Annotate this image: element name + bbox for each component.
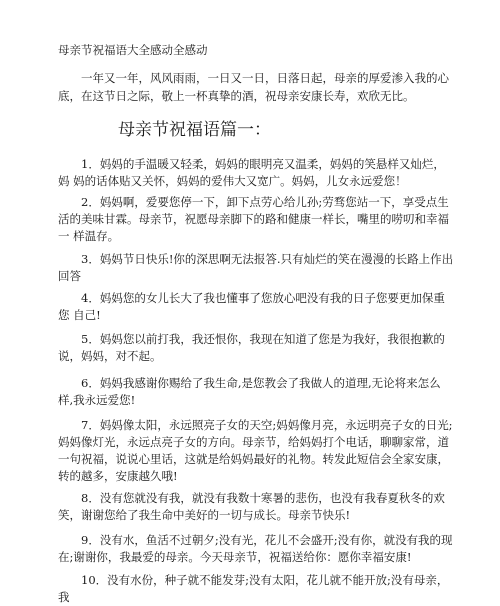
- list-item: 6．妈妈我感谢你赐给了我生命,是您教会了我做人的道理,无论将来怎么样,我永远爱您!: [58, 376, 441, 407]
- list-item: 9．没有水，鱼活不过朝夕;没有光，花儿不会盛开;没有你，就没有我的现在;谢谢你，我最爱的母亲。今天母亲节，祝福送给你：愿你幸福安康!: [58, 533, 453, 564]
- list-item: 3．妈妈节日快乐!你的深思啊无法报答.只有灿烂的笑在漫漫的长路上作出 回答: [58, 252, 454, 283]
- list-item: 8．没有您就没有我，就没有我数十寒暑的悲伤，也没有我春夏秋冬的欢笑，谢谢您给了我生命中美好的一切与成长。母亲节快乐!: [58, 491, 445, 522]
- list-item: 5．妈妈您以前打我，我还恨你，我现在知道了您是为我好，我很抱歉的 说，妈妈，对不起。: [58, 332, 445, 363]
- list-item: 4．妈妈您的女儿长大了我也懂事了您放心吧没有我的日子您要更加保重您 自己!: [58, 291, 445, 322]
- document-title: 母亲节祝福语大全感动全感动: [58, 43, 208, 57]
- list-item: 2．妈妈啊，爱要您停一下，卸下点劳心给儿孙;劳骛您站一下，享受点生活的美味甘霖。母亲节，祝愿母亲脚下的路和健康一样长，嘴里的唠叨和幸福一 样温存。: [58, 195, 449, 243]
- intro-paragraph: 一年又一年，风风雨雨，一日又一日，日落日起，母亲的厚爱渗入我的心 底，在这节日之际，敬上一杯真挚的酒，祝母亲安康长寿，欢欣无比。: [58, 71, 449, 103]
- list-item: 10．没有水份，种子就不能发芽;没有太阳，花儿就不能开放;没有母亲，我: [58, 573, 449, 604]
- section-heading: 母亲节祝福语篇一：: [118, 120, 271, 140]
- list-item: 7．妈妈像太阳，永远照亮子女的天空;妈妈像月亮，永远明亮子女的日光;妈妈像灯光，永远点亮子女的方向。母亲节，给妈妈打个电话，聊聊家常，道 一句祝福，说说心里话，这就是给妈妈最好的礼物。转发此短信会全家安康， 转的越多，安康越久哦!: [58, 418, 453, 483]
- list-item: 1．妈妈的手温暖又轻柔，妈妈的眼明亮又温柔，妈妈的笑悬样又灿烂，妈 妈的话体贴又关怀，妈妈的爱伟大又宽广。妈妈，儿女永远爱您！: [58, 157, 445, 188]
